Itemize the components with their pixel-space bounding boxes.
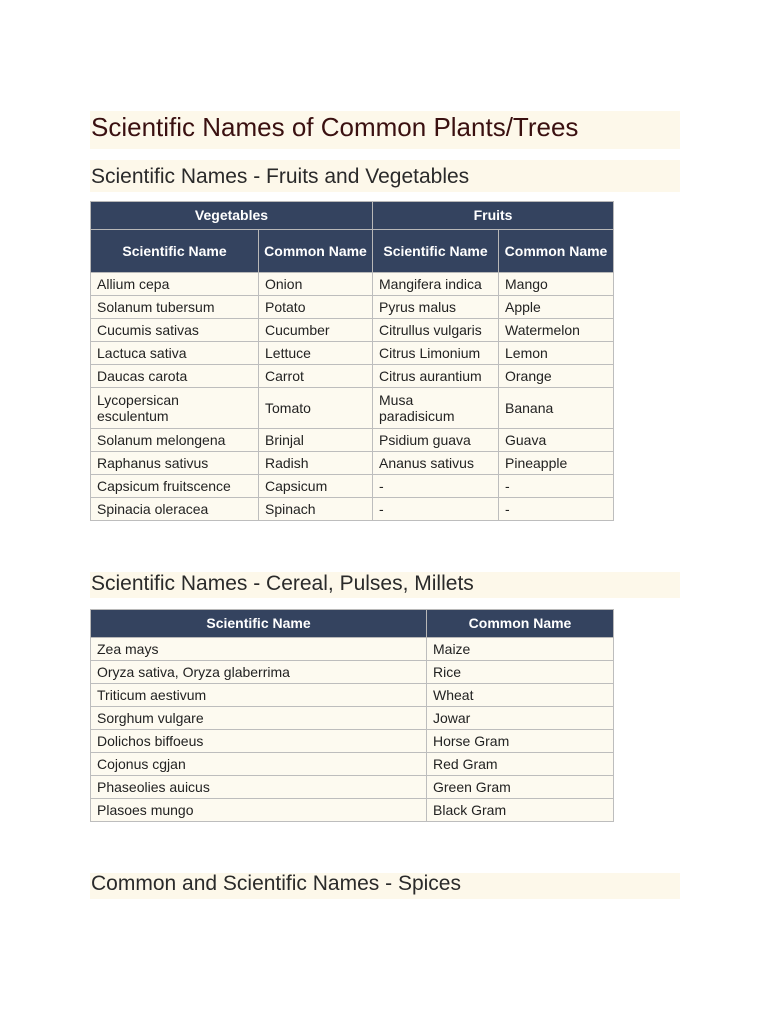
table-cell: Maize [427,638,614,661]
table-row [91,498,614,521]
table-cell: Potato [259,296,373,319]
group-header-row [91,202,614,230]
table-row [91,684,614,707]
table-row [91,753,614,776]
cereals-pulses-table [90,609,614,822]
table-cell: Black Gram [427,799,614,822]
page-title: Scientific Names of Common Plants/Trees [91,112,579,142]
spices-heading: Common and Scientific Names - Spices [91,872,461,895]
table-cell: Lactuca sativa [91,342,259,365]
table-cell: Cojonus cgjan [91,753,427,776]
table-row [91,342,614,365]
table-cell: Horse Gram [427,730,614,753]
group-header-fruits: Fruits [373,202,614,230]
table-row [91,365,614,388]
column-header: Common Name [427,610,614,638]
table-row [91,661,614,684]
table-row [91,776,614,799]
table-cell: Musa paradisicum [373,388,499,429]
table-cell: Wheat [427,684,614,707]
table-row [91,296,614,319]
column-header-row [91,610,614,638]
table-cell: Spinach [259,498,373,521]
table-cell: - [373,498,499,521]
table-row [91,388,614,429]
column-header: Scientific Name [91,230,259,273]
table-cell: Cucumber [259,319,373,342]
table-cell: - [499,475,614,498]
table-cell: Radish [259,452,373,475]
table-cell: Mangifera indica [373,273,499,296]
table-cell: Jowar [427,707,614,730]
table-cell: Dolichos biffoeus [91,730,427,753]
table-row [91,452,614,475]
table-cell: Oryza sativa, Oryza glaberrima [91,661,427,684]
fruits-vegetables-table [90,201,614,521]
table-row [91,273,614,296]
table-cell: Cucumis sativas [91,319,259,342]
table-cell: Onion [259,273,373,296]
table-cell: Triticum aestivum [91,684,427,707]
column-header: Scientific Name [373,230,499,273]
table-cell: Guava [499,429,614,452]
table-cell: Lemon [499,342,614,365]
fruits-vegetables-heading: Scientific Names - Fruits and Vegetables [91,165,470,188]
table-cell: Lycopersican esculentum [91,388,259,429]
table-row [91,707,614,730]
table-cell: Solanum tubersum [91,296,259,319]
column-header: Common Name [499,230,614,273]
column-header-row [91,230,614,273]
table-cell: Ananus sativus [373,452,499,475]
table-cell: Capsicum fruitscence [91,475,259,498]
table-cell: Tomato [259,388,373,429]
table-row [91,319,614,342]
column-header: Scientific Name [91,610,427,638]
table-cell: Mango [499,273,614,296]
table-cell: Citrus aurantium [373,365,499,388]
table-cell: Red Gram [427,753,614,776]
table-cell: Raphanus sativus [91,452,259,475]
table-cell: Lettuce [259,342,373,365]
table-cell: - [373,475,499,498]
table-cell: Carrot [259,365,373,388]
column-header: Common Name [259,230,373,273]
table-cell: Orange [499,365,614,388]
table-cell: Citrus Limonium [373,342,499,365]
table-cell: Sorghum vulgare [91,707,427,730]
table-cell: Rice [427,661,614,684]
table-cell: Banana [499,388,614,429]
table-cell: Capsicum [259,475,373,498]
table-cell: Daucas carota [91,365,259,388]
table-cell: Citrullus vulgaris [373,319,499,342]
table-cell: Brinjal [259,429,373,452]
table-row [91,638,614,661]
cereals-pulses-heading: Scientific Names - Cereal, Pulses, Millets [91,572,474,595]
table-cell: Apple [499,296,614,319]
table-row [91,475,614,498]
table-cell: Zea mays [91,638,427,661]
table-cell: Psidium guava [373,429,499,452]
table-row [91,799,614,822]
table-cell: Green Gram [427,776,614,799]
table-cell: Watermelon [499,319,614,342]
table-cell: Pineapple [499,452,614,475]
table-cell: Solanum melongena [91,429,259,452]
table-row [91,730,614,753]
table-cell: Plasoes mungo [91,799,427,822]
table-cell: Allium cepa [91,273,259,296]
group-header-vegetables: Vegetables [91,202,373,230]
table-row [91,429,614,452]
table-cell: Spinacia oleracea [91,498,259,521]
table-cell: Phaseolies auicus [91,776,427,799]
table-cell: Pyrus malus [373,296,499,319]
table-cell: - [499,498,614,521]
